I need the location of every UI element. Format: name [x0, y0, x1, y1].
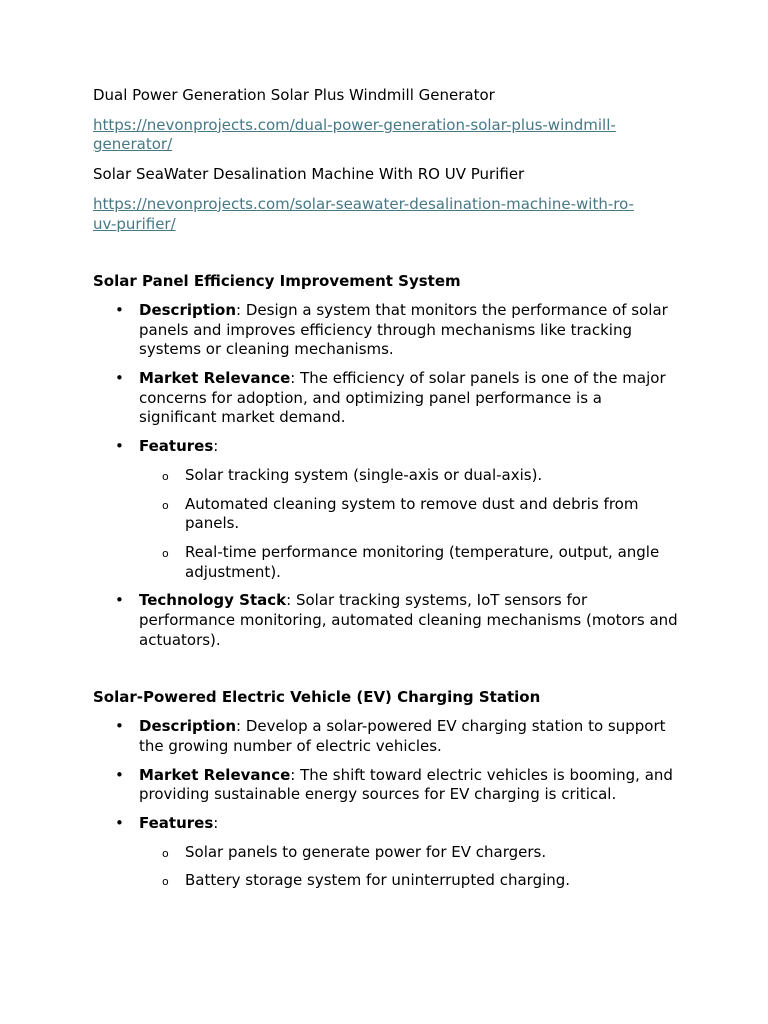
- market-relevance-term: Market Relevance: [139, 765, 291, 784]
- bullet-icon: •: [115, 369, 124, 388]
- document-page: [93, 86, 678, 900]
- section-bullet-list: [93, 301, 678, 651]
- intro-link-2[interactable]: https://nevonprojects.com/solar-seawater-desalination-machine-with-ro-uv-purifier/: [93, 194, 634, 233]
- description-term: Description: [139, 717, 237, 736]
- intro-title-1: Dual Power Generation Solar Plus Windmill Generator: [93, 86, 495, 104]
- technology-stack-term: Technology Stack: [139, 591, 287, 610]
- section-heading: Solar-Powered Electric Vehicle (EV) Charging Station: [93, 688, 541, 707]
- features-sublist: [139, 466, 678, 583]
- feature-text: Automated cleaning system to remove dust and debris from panels.: [185, 494, 639, 533]
- intro-link-1-wrap: [93, 116, 678, 155]
- circle-bullet-icon: o: [162, 469, 169, 483]
- feature-item: [139, 543, 678, 582]
- description-item: [93, 717, 678, 756]
- bullet-icon: •: [115, 300, 124, 319]
- feature-text: Solar panels to generate power for EV chargers.: [185, 842, 547, 861]
- features-colon: :: [213, 813, 219, 832]
- section-heading: Solar Panel Efficiency Improvement System: [93, 272, 461, 291]
- bullet-icon: •: [115, 813, 124, 832]
- market-relevance-text: : The shift toward electric vehicles is booming, and providing sustainable energy sources for EV charging is critical.: [139, 765, 673, 804]
- description-term: Description: [139, 300, 237, 319]
- features-sublist: [139, 843, 678, 891]
- intro-link-2-wrap: [93, 195, 678, 234]
- market-relevance-text: : The efficiency of solar panels is one of the major concerns for adoption, and optimizing panel performance is a significant market demand.: [139, 369, 666, 427]
- intro-title-2: Solar SeaWater Desalination Machine With RO UV Purifier: [93, 165, 525, 184]
- feature-text: Battery storage system for uninterrupted charging.: [185, 871, 571, 890]
- feature-item: [139, 871, 678, 891]
- features-term: Features: [139, 813, 214, 832]
- technology-stack-item: [93, 591, 678, 650]
- section-bullet-list: [93, 717, 678, 891]
- bullet-icon: •: [115, 437, 124, 456]
- description-text: : Develop a solar-powered EV charging station to support the growing number of electric vehicles.: [139, 717, 666, 755]
- features-colon: :: [213, 437, 219, 456]
- description-item: [93, 301, 678, 360]
- bullet-icon: •: [115, 591, 124, 610]
- bullet-icon: •: [115, 765, 124, 784]
- feature-text: Solar tracking system (single-axis or dual-axis).: [185, 465, 543, 484]
- feature-item: [139, 843, 678, 863]
- technology-stack-text: : Solar tracking systems, IoT sensors for performance monitoring, automated cleaning mechanisms (motors and actuators).: [139, 591, 678, 649]
- description-text: : Design a system that monitors the performance of solar panels and improves efficiency through mechanisms like tracking systems or cleaning mechanisms.: [139, 300, 668, 359]
- features-term: Features: [139, 437, 214, 456]
- circle-bullet-icon: o: [162, 546, 169, 560]
- bullet-icon: •: [115, 717, 124, 736]
- circle-bullet-icon: o: [162, 846, 169, 860]
- feature-item: [139, 495, 678, 534]
- feature-text: Real-time performance monitoring (temperature, output, angle adjustment).: [185, 542, 660, 581]
- market-relevance-item: [93, 766, 678, 805]
- circle-bullet-icon: o: [162, 498, 169, 512]
- feature-item: [139, 466, 678, 486]
- intro-link-1[interactable]: https://nevonprojects.com/dual-power-generation-solar-plus-windmill-generator/: [93, 115, 616, 154]
- circle-bullet-icon: o: [162, 875, 169, 889]
- features-item: [93, 814, 678, 891]
- features-item: [93, 437, 678, 582]
- market-relevance-item: [93, 369, 678, 428]
- market-relevance-term: Market Relevance: [139, 369, 291, 388]
